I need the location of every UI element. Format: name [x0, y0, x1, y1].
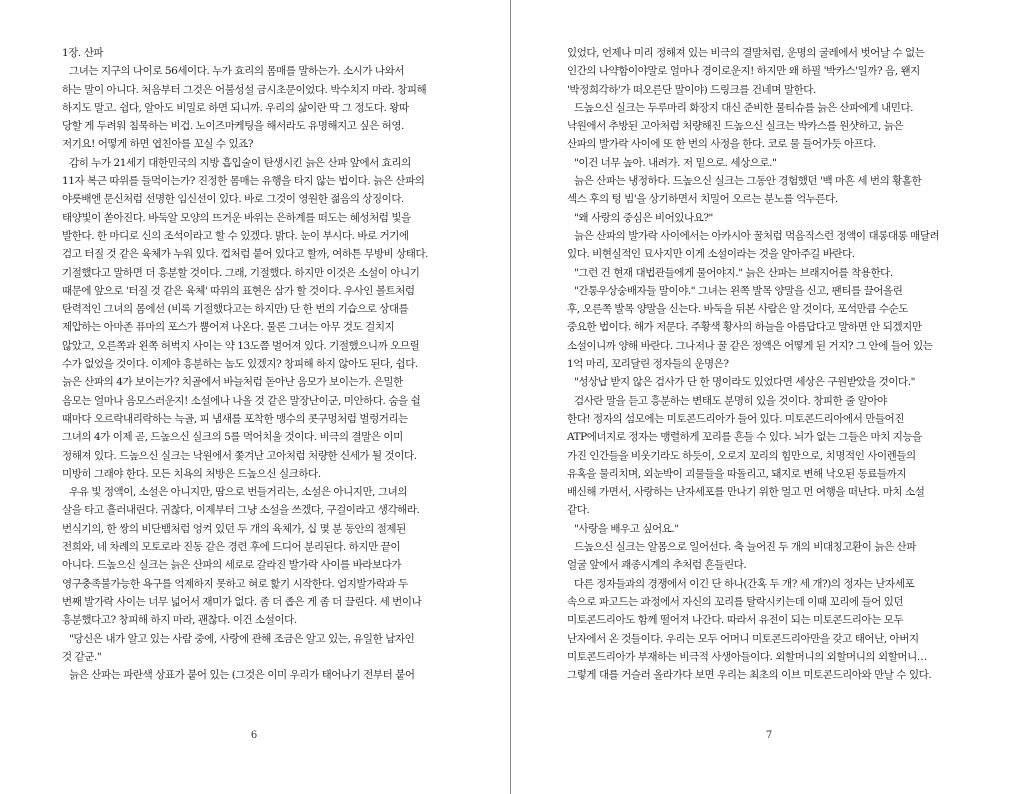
text-line: 않았고, 오른쪽과 왼쪽 허벅지 사이는 약 13도쯤 벌어져 있다. 기절했으니까 오므릴: [62, 339, 420, 352]
page-gutter: [510, 0, 511, 794]
text-line: 배신해 가면서, 사랑하는 난자세포를 만나기 위한 멀고 먼 여행을 떠난다. 마치 소설: [567, 486, 925, 499]
text-line: 늙은 산파의 4가 보이는가? 치골에서 바늘처럼 돋아난 음모가 보이는가. 은밀한: [62, 376, 403, 389]
text-line: 1억 마리, 꼬리달린 정자들의 운명은?: [567, 358, 729, 371]
right-page-number: 7: [765, 730, 773, 741]
text-line: 수가 없었을 것이다. 이제야 흥분하는 놈도 있겠지? 창피해 하지 않아도 된다, 쉽다.: [62, 358, 418, 371]
text-line: 번째 발가락 사이는 너무 넓어서 재미가 없다. 좀 더 좁은 게 좀 더 끌린다. 세 번이나: [62, 595, 422, 608]
left-page: [62, 44, 466, 684]
text-line: 있었다, 언제나 미리 정해져 있는 비극의 결말처럼, 운명의 굴레에서 벗어날 수 없는: [567, 47, 925, 59]
text-line: 늙은 산파는 냉정하다. 드높으신 실크는 그동안 경험했던 '백 마흔 세 번의 황홀한: [574, 175, 922, 188]
text-line: "성상납 받지 않은 검사가 단 한 명이라도 있었다면 세상은 구원받았을 것이다.": [574, 376, 916, 389]
text-line: '박정희각하'가 떠오른단 말이야) 드링크를 건네며 말한다.: [567, 83, 816, 96]
text-line: 음모는 얼마나 음모스러운지! 소설에나 나올 것 같은 말장난이군, 미안하다. 숨을 쉴: [62, 394, 421, 407]
text-line: ATP에너지로 정자는 맹렬하게 꼬리를 흔들 수 있다. 뇌가 없는 그들은 마치 지능을: [567, 431, 922, 444]
text-line: 속으로 파고드는 과정에서 자신의 꼬리를 탈락시키는데 이때 꼬리에 들어 있던: [567, 595, 904, 608]
text-line: 1장. 산파: [62, 47, 104, 59]
text-line: 제압하는 아마존 퓨마의 포스가 뿜어져 나온다. 물론 그녀는 아무 것도 걸치지: [62, 321, 395, 334]
text-line: 영구충족불가능한 욕구를 억제하지 못하고 혀로 핥기 시작한다. 엄지발가락과 두: [62, 577, 408, 590]
text-line: 하지도 말고. 쉽다, 알아도 비밀로 하면 되니까. 우리의 삶이란 딱 그 정도다. 왕따: [62, 101, 409, 114]
text-line: 있다. 비현실적인 묘사지만 이게 소설이라는 것을 알아주길 바란다.: [567, 248, 855, 261]
text-line: 탄력적인 그녀의 몸에선 (비록 기절했다고는 하지만) 단 한 번의 기습으로 상대를: [62, 303, 409, 316]
text-line: 얼굴 앞에서 괘종시계의 추처럼 흔들린다.: [567, 559, 747, 572]
text-line: 드높으신 실크는 두루마리 화장지 대신 준비한 물티슈를 늙은 산파에게 내민다.: [574, 101, 914, 114]
text-line: 다른 정자들과의 경쟁에서 이긴 단 하나(간혹 두 개? 세 개?)의 정자는 난자세포: [574, 577, 915, 590]
text-line: 소설이니까 양해 바란다. 그나저나 꿀 같은 정액은 어떻게 된 거지? 그 안에 들어 있는: [567, 339, 933, 352]
text-line: 11자 복근 따위를 들먹이는가? 진정한 몸매는 유행을 타지 않는 법이다. 늙은 산파의: [62, 175, 425, 188]
text-line: 그렇게 대를 거슬러 올라가다 보면 우리는 최초의 이브 미토콘드리아와 만날 수 있다.: [567, 669, 932, 682]
text-line: 아니다. 드높으신 실크는 늙은 산파의 세로로 갈라진 발가락 사이를 바라보다가: [62, 559, 402, 572]
text-line: 늙은 산파의 발가락 사이에서는 아카시아 꿀처럼 먹음직스런 정액이 대롱대롱 매달려: [574, 229, 940, 242]
text-line: 살을 타고 흘러내린다. 귀찮다, 이제부터 그냥 소설을 쓰겠다, 구걸이라고 생각해라.: [62, 504, 420, 517]
text-line: 검사란 말을 듣고 흥분하는 변태도 분명히 있을 것이다. 창피한 줄 알아야: [574, 394, 887, 407]
text-line: 감히 누가 21세기 대한민국의 지방 흡입술이 탄생시킨 늙은 산파 앞에서 효리의: [69, 156, 411, 169]
text-line: 흥분했다고? 창피해 하지 마라, 괜찮다. 이건 소설이다.: [62, 614, 297, 627]
text-line: "왜 사랑의 중심은 비어있나요?": [574, 211, 713, 224]
text-line: 미토콘드리아도 함께 떨어져 나간다. 따라서 유전이 되는 미토콘드리아는 모두: [567, 614, 904, 627]
text-line: 우유 빛 정액이, 소설은 아니지만, 땀으로 번들거리는, 소설은 아니지만, 그녀의: [69, 486, 408, 499]
text-line: 낙원에서 추방된 고아처럼 처량해진 드높으신 실크는 박카스를 원샷하고, 늙은: [567, 120, 904, 133]
text-line: 가진 인간들을 비웃기라도 하듯이, 오로지 꼬리의 힘만으로, 치명적인 사이렌들의: [567, 449, 916, 462]
left-page-number: 6: [250, 730, 258, 741]
text-line: 정해져 있다. 드높으신 실크는 낙원에서 쫓겨난 고아처럼 처량한 신세가 될 것이다.: [62, 449, 417, 462]
text-line: "사랑을 배우고 싶어요.": [574, 522, 679, 535]
text-line: 미방히 그래야 한다. 모든 치욕의 처방은 드높으신 실크하다.: [62, 467, 321, 480]
text-line: 기절했다고 말하면 더 흥분할 것이다. 그래, 기절했다. 하지만 이것은 소설이 아니기: [62, 266, 420, 279]
text-line: 늙은 산파는 파란색 상표가 붙어 있는 (그것은 이미 우리가 태어나기 전부터 붙어: [69, 669, 415, 682]
text-line: 그녀는 지구의 나이로 56세이다. 누가 효리의 몸매를 말하는가. 소시가 나와서: [69, 65, 405, 78]
text-line: 야릇배엔 문신처럼 선명한 임신선이 있다. 바로 그것이 영원한 젊음의 상징이다.: [62, 193, 404, 206]
text-line: 번식기의, 한 쌍의 비단뱀처럼 엉켜 있던 두 개의 육체가, 십 몇 분 동안의 절제된: [62, 522, 406, 535]
text-line: "당신은 내가 알고 있는 사람 중에, 사랑에 관해 조금은 알고 있는, 유일한 남자인: [69, 632, 415, 645]
text-line: 유혹을 물리치며, 외눈박이 괴물들을 따돌리고, 돼지로 변해 낙오된 동료들까지: [567, 467, 907, 480]
text-line: 후, 오른쪽 발목 양말을 신는다. 바둑을 뒤본 사람은 알 것이다, 포석만큼 수순도: [567, 303, 908, 316]
text-line: 한다! 정자의 섬모에는 미토콘드리아가 들어 있다. 미토콘드리아에서 만들어진: [567, 412, 905, 425]
text-line: "그런 건 현재 대법관들에게 물어야지." 늙은 산파는 브래지어를 착용한다.: [574, 266, 893, 279]
text-line: 난자에서 온 것들이다. 우리는 모두 어머니 미토콘드리아만을 갖고 태어난, 아버지: [567, 632, 919, 645]
text-line: 때문에 앞으로 '터질 것 같은 육체' 따위의 표현은 삼가 할 것이다. 우사인 볼트처럼: [62, 284, 415, 297]
text-line: 검고 터질 것 같은 육체가 누워 있다. 껍처럼 붙어 있다고 할까, 여하튼 무방비 상태다.: [62, 248, 429, 261]
text-line: 그녀의 4가 이제 곧, 드높으신 실크의 5를 먹어치울 것이다. 비극의 결말은 이미: [62, 431, 403, 444]
text-line: 때마다 오르락내리락하는 늑골, 피 냄새를 포착한 맹수의 콧구멍처럼 벌렁거리는: [62, 412, 408, 425]
text-line: 태양빛이 쏟아진다. 바둑알 모양의 뜨거운 바위는 은하계를 떠도는 혜성처럼 빛을: [62, 211, 411, 224]
right-page: [567, 44, 971, 684]
text-line: "간통우상숭배자들 말이야." 그녀는 왼쪽 발목 양말을 신고, 팬티를 끌어올린: [574, 284, 903, 297]
text-line: 산파의 발가락 사이에 또 한 번의 사정을 한다. 코로 물 들어가듯 아프다.: [567, 138, 876, 151]
text-line: 발한다. 한 마디로 신의 조석이라고 할 수 있겠다. 밝다. 눈이 부시다. 바로 거기에: [62, 229, 409, 242]
text-line: 드높으신 실크는 알몸으로 일어선다. 축 늘어진 두 개의 비대칭고환이 늙은 산파: [574, 541, 916, 554]
text-line: 전희와, 네 차례의 모토로라 진동 같은 경련 후에 드디어 분리된다. 하지만 끝이: [62, 541, 401, 554]
text-line: 섹스 후의 텅 빔'을 상기하면서 치밀어 오르는 분노를 억누른다.: [567, 193, 838, 206]
text-line: 것 같군.": [62, 650, 102, 663]
text-line: 같다.: [567, 504, 590, 517]
text-line: 미토콘드리아가 부재하는 비극적 사생아들이다. 외할머니의 외할머니의 외할머니…: [567, 650, 927, 663]
text-line: 당할 게 두려워 침묵하는 비겁. 노이즈마케팅을 해서라도 유명해지고 싶은 허영.: [62, 120, 404, 133]
text-line: 하는 말이 아니다. 처음부터 그것은 어불성설 금시초문이었다. 박수치지 마라. 창피해: [62, 83, 427, 96]
text-line: 저기요! 어떻게 하면 엽친아를 꼬실 수 있죠?: [62, 138, 254, 151]
text-line: 인간의 나약함이야말로 얼마나 경이로운지! 하지만 왜 하필 '박카스'일까? 음, 왠지: [567, 65, 920, 78]
text-line: "이건 너무 높아. 내려가. 저 밑으로. 세상으로.": [574, 156, 777, 169]
text-line: 중요한 법이다. 해가 저문다. 주황색 황사의 하늘을 아름답다고 말하면 안 되겠지만: [567, 321, 922, 334]
